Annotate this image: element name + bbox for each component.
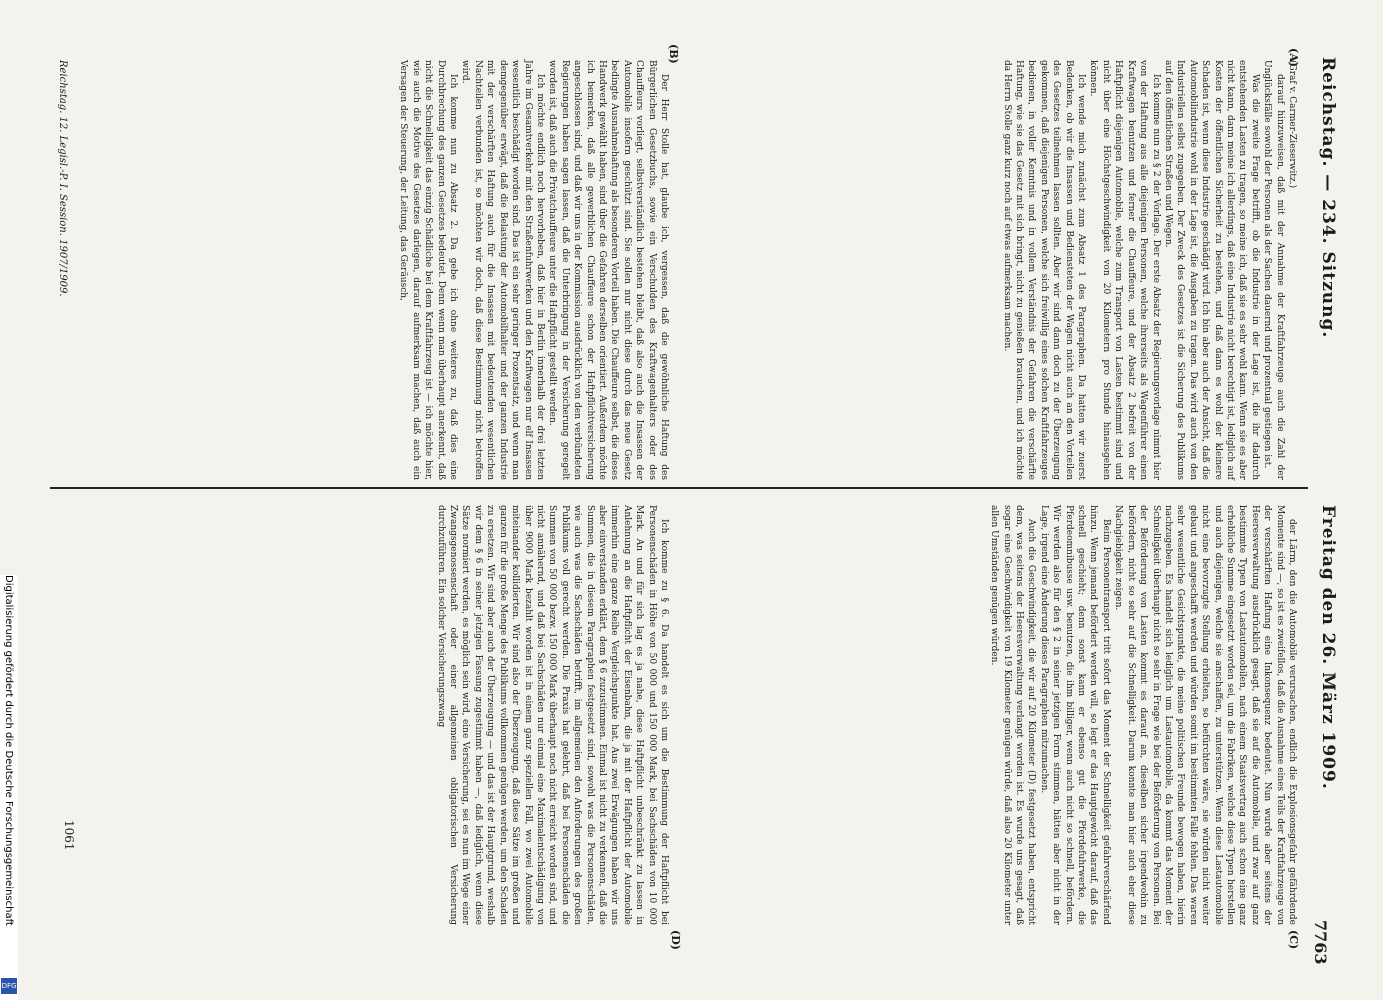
paragraph: Ich komme zu § 6. Da handelt es sich um die Bestimmung der Haftpflicht bei Personenschäden in Höhe von 50 000 und 150 000 Mark, bei Sachschäden von 10 000 Mark. An und für sich lag es ja nahe, diese Haftpflicht unbeschränkt zu lassen in Anlehnung an die Haftpflicht der Eisenbahn, die ja mit der Haftpflicht der Automobile immerhin eine ganze Reihe Vergleichspunkte hat. Aus zwei Erwägungen haben wir uns aber einverstanden erklärt, dem § 6 zuzustimmen. Einmal ist nicht zu verkennen, daß die Summen, die in diesem Paragraphen festgesetzt sind, sowohl was die Personenschäden, wie auch was die Sachschäden betrifft, im allgemeinen den Anforderungen des großen Publikums voll gerecht werden. Die Praxis hat gelehrt, daß bei Personenschäden die Summen von 50 000 bezw. 150 000 Mark überhaupt noch nicht erreicht worden sind, und nicht annähernd, und daß bei Sachschäden nur einmal eine Maximalentschädigung von über 9000 Mark bezahlt worden ist in einem ganz speziellen Fall, wo zwei Automobile miteinander kollidierten. Wir sind also der Überzeugung, daß diese Sätze im großen und ganzen für die große Menge des Publikums vollkommen genügen werden, um den Schaden zu ersetzen. Wir sind aber auch der Überzeugung — und das ist der Hauptgrund, weshalb wir dem § 6 in seiner jetzigen Fassung zugestimmt haben —, daß lediglich, wenn diese Sätze normiert werden, es möglich sein wird, eine Versicherung, sei es nun im Wege einer Zwangsgenossenschaft oder einer allgemeinen obligatorischen Versicherung durchzuführen. Ein solcher Versicherungszwang (435, 505, 669, 925)
margin-marker-d: (D) (669, 930, 682, 950)
margin-marker-b: (B) (667, 44, 680, 64)
paragraph: darauf hinzuweisen, daß mit der Annahme der Kraftfahrzeuge auch die Zahl der Unglücksfälle sowohl der Personen als der Sachen dauernd und prozentual gestiegen ist. (1262, 60, 1285, 480)
paragraph: Was die zweite Frage betrifft, ob die Industrie in der Lage ist, die ihr dadurch entstehenden Lasten zu tragen, so meine ich, daß sie es sehr wohl kann. Wenn sie es aber nicht kann, dann meine ich allerdings, daß eine Industrie nicht berechtigt ist, lediglich auf Kosten der öffentlichen Sicherheit zu bestehen, und daß dann es wohl der kleinere Schaden ist, wenn diese Industrie geschädigt wird. Ich bin aber auch der Ansicht, daß die Automobilindustrie wohl in der Lage ist, die Ausgaben zu tragen. Das wird auch von den Industriellen selbst zugegeben. Der Zweck des Gesetzes ist die Sicherung des Publikums auf den öffentlichen Straßen und Wegen. (1162, 60, 1260, 480)
digitization-strip (0, 575, 18, 1000)
paragraph: Ich komme nun zu Absatz 2. Da gebe ich ohne weiteres zu, daß dies eine Durchbrechung des ganzen Gesetzes bedeutet. Denn wenn man überhaupt anerkennt, daß nicht die Schnelligkeit das einzig Schädliche bei dem Kraftfahrzeug ist — ich möchte hier, wie auch die Motive des Gesetzes darlegen, darauf aufmerksam machen, daß auch ein Versagen der Steuerung, der Leitung, das Geräusch, (398, 60, 459, 480)
speaker-attribution: (Graf v. Carmer-Zieserwitz.) (1287, 60, 1297, 189)
dfg-logo-icon: DFG (1, 978, 17, 994)
paragraph: Ich komme nun zu § 2 der Vorlage. Der erste Absatz der Regierungsvorlage nimmt hier von der Haftung aus alle diejenigen Personen, welche ihrerseits als Wagenführer einen Kraftwagen benutzen und ferner die Chauffeure, und der Absatz 2 befreit von der Haftpflicht diejenigen Automobile, welche zum Transport von Lasten bestimmt sind und nicht über eine Höchstgeschwindigkeit von 20 Kilometern pro Stunde hinausgehen können. (1088, 60, 1161, 480)
paragraph: der Lärm, den die Automobile verursachen, endlich die Explosionsgefahr gefährdende Momente sind —, so ist es zweifellos, daß die Ausnahme eines Teils der Kraftfahrzeuge von der verschärften Haftung eine Inkonsequenz bedeutet. Nun wurde aber seitens der Heeresverwaltung ausdrücklich gesagt, daß sie auf die Automobile, und zwar auf ganz bestimmte Typen von Lastautomobilen, nach einem Staatsvertrag auch schon eine ganz erhebliche Summe eingesetzt worden sei, um die Fabriken, welche diese Typen herstellen und auch diejenigen, welche sie anschaffen, zu unterstützen. Wenn diese Lastautomobile nicht eine bevorzugte Stellung erhielten, so befürchten wäre, sie würden nicht weiter gebaut und angeschafft werden und würden somit im bestimmten Falle fehlen. Das waren sehr wesentliche Gesichtspunkte, die meine politischen Freunde bewogen haben, hierin nachzugeben. Es handelt sich lediglich um Lastautomobile, da kommt das Moment der Schnelligkeit überhaupt nicht so sehr in Frage wie bei der Beförderung von Personen. Bei der Beförderung von Lasten kommt es darauf an, dieselben sicher irgendwohin zu befördern, nicht so sehr auf die Schnelligkeit. Darum konnte man hier auch eher diese Nachgiebigkeit zeigen. (1113, 505, 1297, 925)
paragraph: Ich wende mich zunächst zum Absatz 1 des Paragraphen. Da hatten wir zuerst Bedenken, ob wir die Insassen und Bediensteten der Wagen nicht auch an den Vorteilen des Gesetzes teilnehmen lassen sollten. Aber wir sind dann doch zu der Überzeugung gekommen, daß diejenigen Personen, welche sich freiwillig eines solchen Kraftfahrzeuges bedienen, in voller Kenntnis und in vollem Verständnis der Gefahren die verschärfte Haftung, wie sie das Gesetz mit sich bringt, nicht zu genießen brauchen, und ich möchte da Herrn Stolle ganz kurz noch auf etwas aufmerksam machen. (1001, 60, 1087, 480)
digitization-credit: Digitalisierung gefördert durch die Deutsche Forschungsgemeinschaft (3, 575, 14, 926)
footer-number: 1061 (62, 820, 76, 851)
column-right-top (988, 505, 1298, 925)
margin-marker-c: (C) (1287, 930, 1300, 950)
running-header-right: Freitag den 26. März 1909. (1318, 505, 1338, 790)
margin-marker-a: (A) (1287, 48, 1300, 67)
page-number: 7763 (1311, 920, 1330, 965)
paragraph: Beim Personentransport tritt sofort das Moment der Schnelligkeit gefahrverschärfend hinzu. Wenn jemand befördert werden will, so legt er das Hauptgewicht darauf, daß das schnell geschieht; denn sonst kann er ebenso gut die Pferdefuhrwerke, die Pferdeomnibusse usw. benutzen, die ihm billiger, wenn auch nicht so schnell, befördern. Wir werden also für den § 2 in seiner jetzigen Form stimmen, hätten aber nicht in der Lage, irgend eine Änderung dieses Paragraphen mitzumachen. (1038, 505, 1111, 925)
paragraph: Auch die Geschwindigkeit, die wir auf 20 Kilometer (D) festgesetzt haben, entspricht dem, was seitens der Heeresverwaltung verlangt worden ist. Es wurde uns gesagt, daß sogar eine Geschwindigkeit von 19 Kilometer genügen würde, daß also 20 Kilometer unter allen Umständen genügen würden. (989, 505, 1037, 925)
column-divider (50, 487, 1308, 489)
paragraph: Ich möchte endlich noch hervorheben, daß hier in Berlin innerhalb der drei letzten Jahre im Gesamtverkehr mit den Straßenfuhrwerken und den Kraftwagen nur elf Insassen wesentlich beschädigt worden sind. Das ist ein sehr geringer Prozentsatz, und wenn man demgegenüber erwägt, daß die Belastung der Automobilhalter und der ganzen Industrie mit der verschärften Haftung auch für die Insassen mit bedeutenden wesentlichen Nachteilen verbunden ist, so möchten wir doch, daß diese Bestimmung nicht betroffen wird. (460, 60, 545, 480)
column-right-bottom (434, 505, 670, 925)
page-footer: Reichstag. 12. Legisl.-P. I. Session. 1907/1909. (57, 60, 68, 297)
running-header-left: Reichstag. — 234. Sitzung. (1318, 57, 1338, 339)
column-left-top (1000, 60, 1298, 480)
column-left-bottom (397, 60, 670, 480)
paragraph: Der Herr Stolle hat, glaube ich, vergessen, daß die gewöhnliche Haftung des Bürgerlichen Gesetzbuchs, sowie ein Verschulden des Kraftwagenhalters oder des Chauffeurs vorliegt, selbstverständlich bestehen bleibt, daß also auch die Insassen der Automobile insofern geschützt sind. Sie sollen nur nicht diese durch das neue Gesetz bedingte Ausnahmehaftung als besonderen Vorteil haben. Die Chauffeure selbst, die dieses Handwerk gewählt haben, sind über die Gefahren derselben orientiert. Außerdem möchte ich bemerken, daß alle gewerblichen Chauffeure schon der Haftpflichtversicherung angeschlossen sind, und daß wir uns in der Kommission ausdrücklich von den verbündeten Regierungen haben sagen lassen, daß die Unterbringung in der Versicherung geregelt worden ist, daß auch die Privatchauffeure unter die Haftpflicht gestellt werden. (547, 60, 669, 480)
